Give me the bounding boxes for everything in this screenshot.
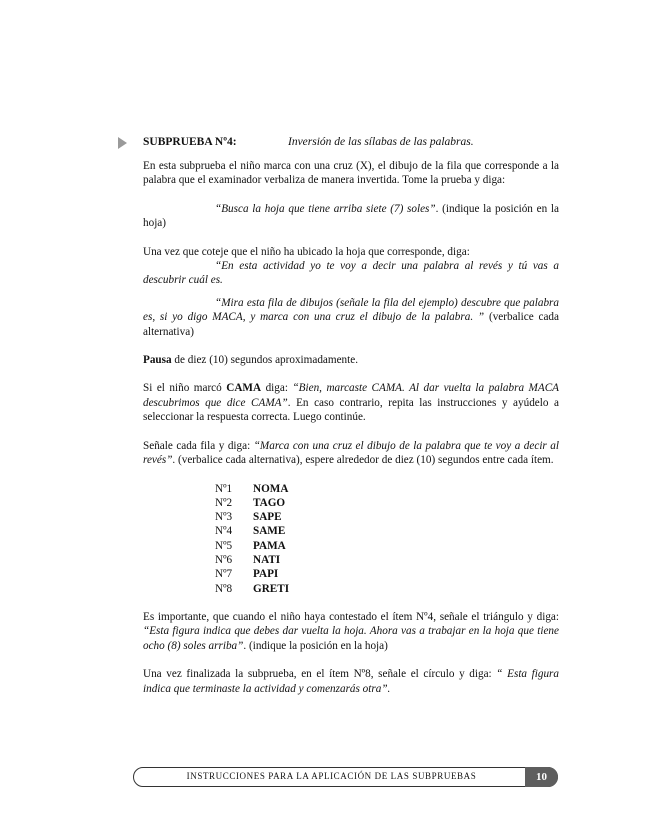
item-word: GRETI (253, 582, 290, 595)
quote: “Marca con una cruz el dibujo de la palabra que te voy a decir al revés” (143, 439, 559, 467)
item-word: SAPE (253, 511, 282, 524)
subtest-subtitle: Inversión de las sílabas de las palabras. (288, 136, 474, 148)
intro-paragraph: En esta subprueba el niño marca con una cruz (X), el dibujo de la fila que corresponde a la palabra que el examinador verbaliza de manera invertida. Tome la prueba y diga: (143, 160, 559, 187)
list-item (215, 553, 559, 567)
items-list (215, 482, 559, 596)
word-highlight: CAMA (226, 382, 262, 395)
item-number: Nº1 (215, 482, 233, 495)
item-number: Nº5 (215, 539, 233, 552)
item-word: SAME (253, 525, 286, 538)
text: . En caso contrario, repita las instrucciones y ayúdelo a seleccionar la respuesta correcta. Luego continúe. (143, 396, 559, 424)
item-word: NOMA (253, 482, 289, 495)
quote: “Mira esta fila de dibujos (señale la fila del ejemplo) descubre que palabra es, si yo digo MACA, y marca con una cruz el dibujo de la palabra. ” (143, 296, 559, 324)
quote: “Bien, marcaste CAMA. Al dar vuelta la palabra MACA descubrimos que dice CAMA” (143, 382, 559, 409)
subtest-title: SUBPRUEBA Nº4: (143, 136, 237, 148)
list-item (215, 539, 559, 553)
pause-paragraph (143, 353, 559, 367)
list-item (215, 524, 559, 538)
paragraph-end (143, 667, 559, 696)
text: . (indique la posición en la hoja) (243, 639, 388, 652)
quote: “En esta actividad yo te voy a decir una palabra al revés y tú vas a descubrir cuál es. (143, 260, 559, 287)
item-number: Nº6 (215, 553, 233, 566)
quote: “Esta figura indica que debes dar vuelta la hoja. Ahora vas a trabajar en la hoja que tiene ocho (8) soles arriba” (143, 625, 559, 652)
text: Señale cada fila y diga: (143, 439, 254, 452)
item-number: Nº8 (215, 582, 233, 595)
pause-text: de diez (10) segundos aproximadamente. (171, 354, 359, 367)
paragraph-item-instructions (143, 439, 559, 468)
list-item (215, 567, 559, 581)
instructions-body (143, 135, 559, 696)
page-footer (133, 767, 558, 787)
plain-text: Una vez que coteje que el niño ha ubicado la hoja que corresponde, diga: (143, 245, 470, 258)
triangle-bullet-icon (118, 137, 127, 149)
item-number: Nº3 (215, 511, 233, 524)
text: Si el niño marcó (143, 382, 227, 395)
paragraph-instruction-1 (143, 202, 559, 231)
page-number: 10 (525, 767, 558, 787)
list-item (215, 510, 559, 524)
text: diga: (261, 382, 293, 395)
pause-label: Pausa (143, 354, 172, 367)
paragraph-instruction-2 (143, 245, 559, 259)
item-number: Nº4 (215, 525, 233, 538)
list-item (215, 496, 559, 510)
text: Una vez finalizada la subprueba, en el ítem Nº8, señale el círculo y diga: (143, 668, 497, 681)
item-word: PAMA (253, 539, 286, 552)
text: . (verbalice cada alternativa), espere alrededor de diez (10) segundos entre cada ítem. (172, 454, 554, 467)
note: (verbalice cada alternativa) (143, 311, 559, 338)
text: Es importante, que cuando el niño haya contestado el ítem Nº4, señale el triángulo y diga: (143, 610, 559, 623)
list-item (215, 482, 559, 496)
quote: “Busca la hoja que tiene arriba siete (7) soles” (215, 202, 436, 215)
item-word: TAGO (253, 496, 286, 509)
item-word: PAPI (253, 568, 279, 581)
paragraph-feedback (143, 381, 559, 424)
paragraph-instruction-2-quote (143, 259, 559, 288)
footer-title: INSTRUCCIONES PARA LA APLICACIÓN DE LAS SUBPRUEBAS (186, 771, 477, 781)
paragraph-instruction-3 (143, 296, 559, 339)
item-word: NATI (253, 553, 281, 566)
quote: “ Esta figura indica que terminaste la actividad y comenzarás otra”. (143, 668, 559, 695)
paragraph-turn-page (143, 610, 559, 653)
item-number: Nº2 (215, 496, 233, 509)
list-item (215, 582, 559, 596)
note: . (indique la posición en la hoja) (143, 202, 559, 230)
subtest-header (143, 135, 559, 151)
item-number: Nº7 (215, 568, 233, 581)
